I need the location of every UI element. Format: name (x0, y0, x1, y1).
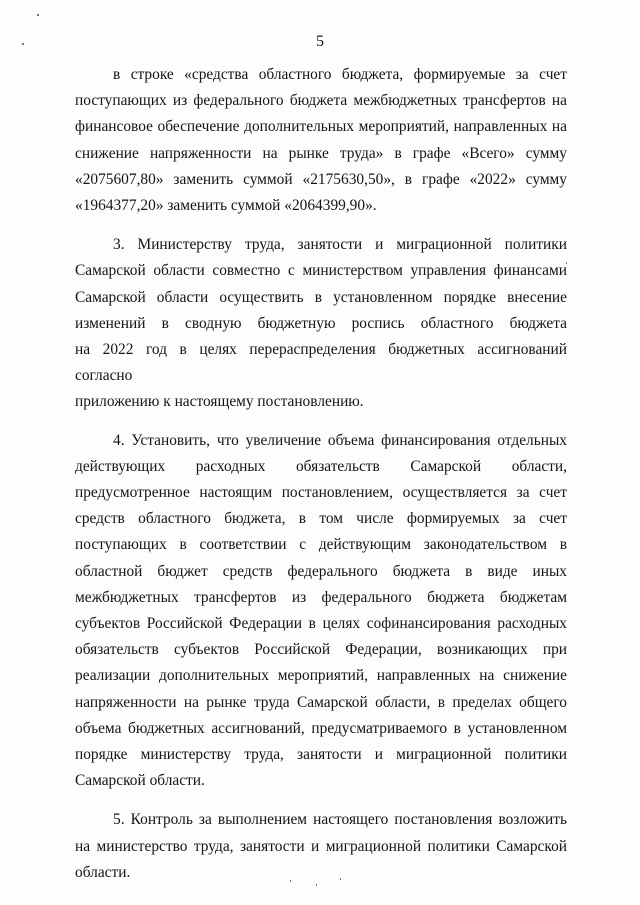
text-line: поступающих из федерального бюджета межбюджетных трансфертов на (75, 92, 567, 110)
text-line: напряженности на рынке труда Самарской области, в пределах общего (75, 693, 567, 711)
text-line: средств областного бюджета, в том числе формируемых за счет (75, 510, 567, 528)
text-line: межбюджетных трансфертов из федерального бюджета бюджетам (75, 588, 567, 606)
text-line: предусмотренное настоящим постановлением, осуществляется за счет (75, 484, 567, 502)
text-line: приложению к настоящему постановлению. (75, 393, 364, 411)
text-line: области. (75, 863, 131, 881)
text-line: 4. Установить, что увеличение объема финансирования отдельных (113, 431, 567, 449)
text-line: на министерство труда, занятости и миграционной политики Самарской (75, 837, 567, 855)
text-line: «1964377,20» заменить суммой «2064399,90». (75, 197, 377, 215)
text-line: 5. Контроль за выполнением настоящего постановления возложить (113, 811, 567, 829)
text-line: реализации дополнительных мероприятий, направленных на снижение (75, 667, 567, 685)
text-line: в строке «средства областного бюджета, формируемые за счет (113, 66, 567, 83)
document-body (75, 62, 567, 886)
text-line: действующих расходных обязательств Самарской области, (75, 457, 567, 475)
page-number: 5 (316, 33, 324, 50)
paragraph-item-3 (75, 232, 567, 415)
text-line: порядке министерству труда, занятости и миграционной политики (75, 746, 567, 764)
paragraph-item-5 (75, 807, 567, 886)
text-line: Самарской области. (75, 772, 205, 790)
text-line: Самарской области осуществить в установленном порядке внесение (75, 288, 567, 306)
paragraph-item-4 (75, 428, 567, 795)
text-line: объема бюджетных ассигнований, предусматриваемого в установленном (75, 719, 567, 737)
text-line: обязательств субъектов Российской Федерации, возникающих при (75, 641, 567, 659)
text-line: снижение напряженности на рынке труда» в графе «Всего» сумму (75, 144, 567, 162)
text-line: областной бюджет средств федерального бюджета в виде иных (75, 562, 567, 580)
text-line: поступающих в соответствии с действующим законодательством в (75, 536, 567, 554)
text-line: финансовое обеспечение дополнительных мероприятий, направленных на (75, 118, 567, 136)
text-line: «2075607,80» заменить суммой «2175630,50», в графе «2022» сумму (75, 170, 567, 188)
text-line: субъектов Российской Федерации в целях софинансирования расходных (75, 615, 567, 633)
text-line: 3. Министерству труда, занятости и миграционной политики (113, 236, 567, 254)
paragraph-budget-line-replacement (75, 62, 567, 219)
text-line: Самарской области совместно с министерством управления финансами (75, 262, 567, 280)
text-line: на 2022 год в целях перераспределения бюджетных ассигнований согласно (75, 341, 567, 385)
text-line: изменений в сводную бюджетную роспись областного бюджета (75, 314, 567, 332)
